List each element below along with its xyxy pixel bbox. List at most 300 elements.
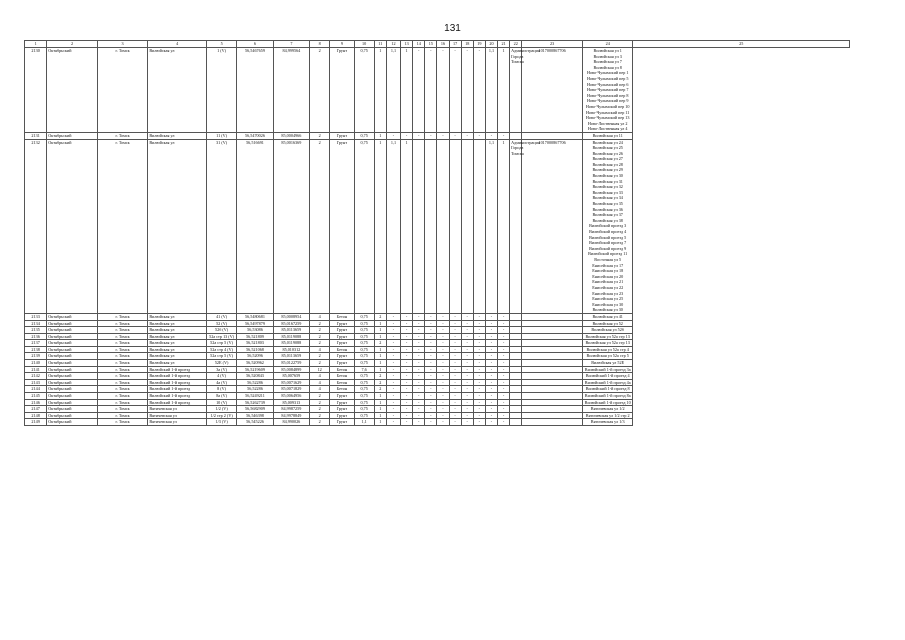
table-cell: 1,1 bbox=[386, 139, 400, 313]
table-cell: Вилюйская ул bbox=[148, 48, 207, 133]
table-cell: Октябрьский bbox=[47, 379, 98, 386]
table-cell: - bbox=[473, 320, 485, 327]
table-cell: - bbox=[473, 327, 485, 334]
table-cell: 0,75 bbox=[354, 346, 374, 353]
address-line: Восточная ул 5 bbox=[594, 256, 622, 262]
table-cell: - bbox=[485, 346, 497, 353]
table-cell: 1 bbox=[374, 139, 386, 313]
address-line: Вилюйская ул 33 bbox=[592, 189, 623, 195]
table-cell: - bbox=[413, 386, 425, 393]
table-cell: - bbox=[461, 419, 473, 426]
table-row bbox=[25, 360, 850, 367]
table-cell: - bbox=[437, 333, 449, 340]
table-cell: - bbox=[461, 373, 473, 380]
table-cell: - bbox=[425, 346, 437, 353]
address-cell bbox=[582, 373, 633, 380]
address-cell bbox=[582, 399, 633, 406]
address-line: Вилюйская ул 52 bbox=[592, 320, 623, 326]
table-row bbox=[25, 327, 850, 334]
table-cell: 85,009313 bbox=[273, 399, 309, 406]
table-cell: Октябрьский bbox=[47, 412, 98, 419]
table-cell: 2 bbox=[310, 393, 330, 400]
table-cell bbox=[510, 132, 522, 139]
header-cell: 18 bbox=[461, 41, 473, 48]
header-cell: 10 bbox=[354, 41, 374, 48]
table-cell: 2 bbox=[374, 340, 386, 347]
table-cell: - bbox=[498, 386, 510, 393]
table-cell: Вятичевская ул bbox=[148, 406, 207, 413]
table-cell: г. Томск bbox=[97, 406, 148, 413]
table-cell: - bbox=[437, 406, 449, 413]
header-cell: 22 bbox=[510, 41, 522, 48]
table-cell: - bbox=[473, 379, 485, 386]
table-cell bbox=[510, 313, 522, 320]
address-line: Вятичевская ул 1/2 bbox=[590, 406, 625, 412]
table-cell: Октябрьский bbox=[47, 139, 98, 313]
table-cell: - bbox=[413, 340, 425, 347]
table-cell: 56,5682909 bbox=[237, 406, 273, 413]
table-cell bbox=[522, 366, 583, 373]
table-cell: Вятичевская ул bbox=[148, 412, 207, 419]
table-cell: 4 (V) bbox=[206, 373, 236, 380]
table-cell: 4а (V) bbox=[206, 379, 236, 386]
table-cell: 56,5470026 bbox=[237, 132, 273, 139]
table-cell: 52а стр 13 (V) bbox=[206, 333, 236, 340]
table-cell: 0,75 bbox=[354, 353, 374, 360]
table-cell: г. Томск bbox=[97, 379, 148, 386]
table-cell: - bbox=[461, 346, 473, 353]
table-cell: 56,520962 bbox=[237, 360, 273, 367]
header-cell: 14 bbox=[413, 41, 425, 48]
table-cell: 12 bbox=[310, 366, 330, 373]
table-cell: - bbox=[449, 48, 461, 133]
table-cell: - bbox=[473, 406, 485, 413]
header-cell: 17 bbox=[449, 41, 461, 48]
address-cell bbox=[582, 366, 633, 373]
table-cell: Вилюйская ул bbox=[148, 360, 207, 367]
header-cell: 9 bbox=[330, 41, 354, 48]
table-cell: Октябрьский bbox=[47, 353, 98, 360]
table-cell: - bbox=[449, 419, 461, 426]
table-cell bbox=[510, 379, 522, 386]
table-cell: г. Томск bbox=[97, 366, 148, 373]
table-cell: - bbox=[473, 48, 485, 133]
table-cell: - bbox=[485, 360, 497, 367]
table-cell: - bbox=[449, 346, 461, 353]
table-cell: 2 bbox=[310, 360, 330, 367]
address-line: Вилюйская ул 36 bbox=[592, 206, 623, 212]
address-line: Вилюйская ул 32 bbox=[592, 184, 623, 190]
table-cell: 2 bbox=[310, 340, 330, 347]
table-cell: 0,75 bbox=[354, 320, 374, 327]
table-cell: 0,75 bbox=[354, 360, 374, 367]
table-cell: Октябрьский bbox=[47, 386, 98, 393]
table-cell: 4 bbox=[310, 379, 330, 386]
table-cell bbox=[510, 333, 522, 340]
table-cell: - bbox=[498, 406, 510, 413]
table-cell: Вилюйская ул bbox=[148, 132, 207, 139]
table-cell: - bbox=[437, 320, 449, 327]
header-cell: 23 bbox=[522, 41, 583, 48]
header-cell: 11 bbox=[374, 41, 386, 48]
table-cell: 85,0167259 bbox=[273, 320, 309, 327]
table-row bbox=[25, 320, 850, 327]
table-cell: 10 (V) bbox=[206, 399, 236, 406]
table-cell bbox=[510, 340, 522, 347]
table-row bbox=[25, 313, 850, 320]
address-line: Вилюйский проезд 7 bbox=[589, 240, 627, 246]
table-cell: 2 bbox=[310, 412, 330, 419]
table-cell: 1/2 (V) bbox=[206, 406, 236, 413]
table-cell: 0,75 bbox=[354, 386, 374, 393]
table-cell: - bbox=[485, 353, 497, 360]
table-cell: Октябрьский bbox=[47, 48, 98, 133]
table-cell bbox=[437, 139, 449, 313]
table-cell: - bbox=[437, 353, 449, 360]
address-line: Вилюйская ул 41 bbox=[592, 313, 623, 319]
address-line: Енисейская ул 21 bbox=[592, 279, 624, 285]
header-cell: 5 bbox=[206, 41, 236, 48]
table-cell: г. Томск bbox=[97, 313, 148, 320]
table-cell: 1 bbox=[374, 406, 386, 413]
table-cell: - bbox=[485, 412, 497, 419]
table-cell: - bbox=[437, 379, 449, 386]
table-cell: 85,0064956 bbox=[273, 393, 309, 400]
table-cell: - bbox=[498, 327, 510, 334]
table-cell bbox=[522, 353, 583, 360]
table-cell: - bbox=[461, 320, 473, 327]
table-cell: Вилюйская ул bbox=[148, 139, 207, 313]
table-cell: - bbox=[449, 373, 461, 380]
address-line: Вилюйская ул 31 bbox=[592, 178, 623, 184]
header-cell: 6 bbox=[237, 41, 273, 48]
table-cell: - bbox=[386, 419, 400, 426]
address-line: Ново-Чулымский пер 9 bbox=[586, 98, 629, 104]
address-cell bbox=[582, 412, 633, 419]
table-cell: 2141 bbox=[25, 366, 47, 373]
address-line: Вилюйская ул 24 bbox=[592, 139, 623, 145]
table-cell: 56,52096 bbox=[237, 353, 273, 360]
address-line: Вилюйская ул 35 bbox=[592, 201, 623, 207]
table-cell: Администрация Города Томска bbox=[510, 139, 522, 313]
address-line: Вилюйская ул 38 bbox=[592, 217, 623, 223]
header-cell: 7 bbox=[273, 41, 309, 48]
header-row bbox=[25, 41, 850, 48]
address-cell bbox=[582, 353, 633, 360]
table-cell: - bbox=[413, 412, 425, 419]
table-cell: - bbox=[425, 353, 437, 360]
table-cell: - bbox=[485, 393, 497, 400]
table-cell: - bbox=[425, 333, 437, 340]
table-cell: 1,1 bbox=[386, 48, 400, 133]
address-line: Вилюйский 1-й проезд 8 bbox=[585, 386, 630, 392]
address-line: Вилюйская ул 3 bbox=[593, 53, 622, 59]
address-line: Вилюйский 1-й проезд 8а bbox=[584, 393, 631, 399]
table-cell: - bbox=[461, 379, 473, 386]
table-cell: - bbox=[449, 353, 461, 360]
table-cell: - bbox=[437, 393, 449, 400]
table-cell: - bbox=[449, 340, 461, 347]
table-cell: - bbox=[449, 320, 461, 327]
table-cell bbox=[510, 366, 522, 373]
table-cell bbox=[461, 139, 473, 313]
table-cell: - bbox=[485, 366, 497, 373]
table-cell: Бетон bbox=[330, 373, 354, 380]
address-line: Вятичевская ул 1/3 bbox=[590, 419, 625, 425]
table-cell: 4 bbox=[310, 386, 330, 393]
table-cell: 2145 bbox=[25, 393, 47, 400]
address-cell bbox=[582, 360, 633, 367]
table-cell: - bbox=[401, 399, 413, 406]
address-line: Вилюйская ул 1 bbox=[593, 48, 622, 53]
address-line: Ново-Чулымский пер 11 bbox=[585, 109, 630, 115]
table-cell: - bbox=[437, 340, 449, 347]
table-cell: Октябрьский bbox=[47, 320, 98, 327]
address-line: Вилюйский проезд 9 bbox=[589, 245, 627, 251]
table-cell: - bbox=[413, 399, 425, 406]
table-cell: Бетон bbox=[330, 346, 354, 353]
table-cell: 1 bbox=[374, 360, 386, 367]
table-cell: Вилюйская ул bbox=[148, 320, 207, 327]
table-row bbox=[25, 386, 850, 393]
table-cell: 85,0071629 bbox=[273, 379, 309, 386]
address-cell bbox=[582, 386, 633, 393]
table-cell: 2 bbox=[310, 48, 330, 133]
table-cell: Грунт bbox=[330, 139, 354, 313]
table-cell: 2 bbox=[374, 379, 386, 386]
table-cell: - bbox=[485, 313, 497, 320]
table-cell: 52а стр 5 (V) bbox=[206, 340, 236, 347]
table-cell: 2132 bbox=[25, 139, 47, 313]
table-cell: - bbox=[461, 340, 473, 347]
table-cell: - bbox=[437, 132, 449, 139]
address-line: Вилюйский проезд 4 bbox=[589, 229, 627, 234]
table-cell: 3а (V) bbox=[206, 366, 236, 373]
table-cell: 2144 bbox=[25, 386, 47, 393]
table-cell: - bbox=[461, 360, 473, 367]
table-cell: 1 bbox=[374, 333, 386, 340]
table-cell: Вилюйская ул bbox=[148, 353, 207, 360]
table-cell: Грунт bbox=[330, 320, 354, 327]
table-cell bbox=[522, 386, 583, 393]
table-cell: 2147 bbox=[25, 406, 47, 413]
table-cell: Вилюйский 1-й проезд bbox=[148, 373, 207, 380]
table-cell: 52б (V) bbox=[206, 327, 236, 334]
table-cell: 31 (V) bbox=[206, 139, 236, 313]
table-row bbox=[25, 379, 850, 386]
table-cell: - bbox=[449, 379, 461, 386]
table-cell: 2 bbox=[310, 399, 330, 406]
table-cell: - bbox=[437, 327, 449, 334]
address-cell bbox=[582, 406, 633, 413]
table-cell: - bbox=[449, 393, 461, 400]
table-cell: - bbox=[386, 346, 400, 353]
table-cell: - bbox=[473, 340, 485, 347]
table-cell: - bbox=[386, 340, 400, 347]
table-cell bbox=[522, 313, 583, 320]
table-cell: 56,5249211 bbox=[237, 393, 273, 400]
table-cell: 2 bbox=[310, 327, 330, 334]
table-cell bbox=[510, 419, 522, 426]
table-cell: 2130 bbox=[25, 48, 47, 133]
table-cell: Октябрьский bbox=[47, 393, 98, 400]
table-cell: - bbox=[401, 406, 413, 413]
table-cell: - bbox=[498, 360, 510, 367]
table-cell: Вилюйская ул bbox=[148, 327, 207, 334]
table-cell bbox=[522, 132, 583, 139]
table-cell: - bbox=[413, 419, 425, 426]
table-cell: г. Томск bbox=[97, 132, 148, 139]
table-cell: Грунт bbox=[330, 399, 354, 406]
table-cell: 2 bbox=[310, 132, 330, 139]
table-cell: Октябрьский bbox=[47, 327, 98, 334]
address-line: Вилюйская ул 52а стр 13 bbox=[585, 333, 630, 339]
table-cell: 56,53086 bbox=[237, 327, 273, 334]
table-row bbox=[25, 412, 850, 419]
table-cell: г. Томск bbox=[97, 139, 148, 313]
address-line: Вилюйская ул 29 bbox=[592, 167, 623, 173]
table-cell: - bbox=[413, 333, 425, 340]
address-cell bbox=[582, 327, 633, 334]
table-cell: - bbox=[485, 419, 497, 426]
table-cell: - bbox=[401, 379, 413, 386]
table-cell: Вилюйский 1-й проезд bbox=[148, 366, 207, 373]
table-cell: - bbox=[461, 386, 473, 393]
address-line: Вилюйская ул 52б bbox=[591, 327, 624, 333]
address-line: Вилюйская ул 25 bbox=[592, 145, 623, 151]
table-cell: - bbox=[425, 132, 437, 139]
table-cell: - bbox=[498, 366, 510, 373]
table-cell: 85,0004966 bbox=[273, 132, 309, 139]
table-cell: 2 bbox=[374, 313, 386, 320]
table-cell: - bbox=[401, 327, 413, 334]
table-cell: - bbox=[473, 132, 485, 139]
address-line: Вилюйская ул 11 bbox=[592, 132, 623, 138]
table-cell: 85,0122759 bbox=[273, 360, 309, 367]
table-cell: 2136 bbox=[25, 333, 47, 340]
table-cell bbox=[510, 373, 522, 380]
table-cell: Бетон bbox=[330, 386, 354, 393]
table-cell: - bbox=[401, 412, 413, 419]
table-cell: 2143 bbox=[25, 379, 47, 386]
table-cell: - bbox=[413, 393, 425, 400]
table-cell: - bbox=[461, 406, 473, 413]
table-cell: Вилюйская ул bbox=[148, 333, 207, 340]
table-cell: - bbox=[386, 399, 400, 406]
address-line: Вилюйская ул 7 bbox=[593, 59, 622, 65]
table-cell: - bbox=[473, 353, 485, 360]
table-cell: Грунт bbox=[330, 327, 354, 334]
table-cell: - bbox=[425, 419, 437, 426]
table-cell: - bbox=[449, 366, 461, 373]
table-cell bbox=[522, 333, 583, 340]
table-cell: 52 (V) bbox=[206, 320, 236, 327]
table-cell: - bbox=[498, 333, 510, 340]
table-cell: - bbox=[449, 386, 461, 393]
table-row bbox=[25, 48, 850, 133]
address-line: Енисейская ул 17 bbox=[592, 262, 624, 268]
table-cell: г. Томск bbox=[97, 393, 148, 400]
header-cell: 15 bbox=[425, 41, 437, 48]
table-cell: - bbox=[386, 412, 400, 419]
table-cell: 2149 bbox=[25, 419, 47, 426]
table-cell: 7,6 bbox=[354, 366, 374, 373]
table-cell bbox=[522, 399, 583, 406]
table-cell: - bbox=[473, 333, 485, 340]
table-cell: 2138 bbox=[25, 346, 47, 353]
table-cell: - bbox=[386, 373, 400, 380]
address-cell bbox=[582, 379, 633, 386]
table-cell: - bbox=[485, 379, 497, 386]
table-cell: - bbox=[498, 132, 510, 139]
table-cell bbox=[522, 406, 583, 413]
table-cell: Грунт bbox=[330, 333, 354, 340]
header-cell: 4 bbox=[148, 41, 207, 48]
address-line: Вилюйская ул 34 bbox=[592, 195, 623, 201]
table-cell: - bbox=[437, 346, 449, 353]
table-row bbox=[25, 393, 850, 400]
address-line: Вилюйская ул 52а стр 13 bbox=[585, 340, 630, 346]
table-cell: 2 bbox=[310, 406, 330, 413]
table-cell: - bbox=[498, 412, 510, 419]
table-cell: - bbox=[413, 132, 425, 139]
table-cell: 85,007659 bbox=[273, 373, 309, 380]
table-cell bbox=[510, 412, 522, 419]
table-cell: 56,5497879 bbox=[237, 320, 273, 327]
table-cell: 84,9978849 bbox=[273, 412, 309, 419]
address-cell bbox=[582, 320, 633, 327]
table-cell: - bbox=[473, 373, 485, 380]
table-cell: - bbox=[498, 419, 510, 426]
address-line: Вилюйский проезд 11 bbox=[588, 251, 628, 257]
table-cell: г. Томск bbox=[97, 419, 148, 426]
table-cell: 1 (V) bbox=[206, 48, 236, 133]
table-cell: - bbox=[473, 419, 485, 426]
address-line: Енисейская ул 18 bbox=[592, 268, 624, 274]
table-cell: - bbox=[413, 360, 425, 367]
table-cell: - bbox=[413, 48, 425, 133]
table-cell: - bbox=[461, 313, 473, 320]
table-cell: 85,0113659 bbox=[273, 353, 309, 360]
header-cell: 16 bbox=[437, 41, 449, 48]
table-cell: 56,5480681 bbox=[237, 313, 273, 320]
table-cell: 2 bbox=[310, 139, 330, 313]
table-cell: 0,75 bbox=[354, 406, 374, 413]
address-cell bbox=[582, 340, 633, 347]
header-cell: 25 bbox=[633, 41, 850, 48]
table-cell: - bbox=[386, 406, 400, 413]
table-cell: - bbox=[413, 346, 425, 353]
table-cell: - bbox=[485, 320, 497, 327]
table-cell: 1 bbox=[498, 139, 510, 313]
table-cell: - bbox=[401, 320, 413, 327]
table-cell: 1 bbox=[374, 419, 386, 426]
table-cell: - bbox=[425, 373, 437, 380]
table-cell: 56,5467659 bbox=[237, 48, 273, 133]
table-cell: - bbox=[485, 399, 497, 406]
table-cell bbox=[522, 373, 583, 380]
table-row bbox=[25, 373, 850, 380]
table-cell: 8а (V) bbox=[206, 393, 236, 400]
table-cell: 1 bbox=[401, 48, 413, 133]
table-cell: 0,75 bbox=[354, 48, 374, 133]
table-cell: - bbox=[437, 366, 449, 373]
table-cell: 0,75 bbox=[354, 393, 374, 400]
table-cell: 1,1 bbox=[354, 419, 374, 426]
table-cell: - bbox=[485, 132, 497, 139]
table-cell: Бетон bbox=[330, 379, 354, 386]
table-cell: 4 bbox=[310, 346, 330, 353]
